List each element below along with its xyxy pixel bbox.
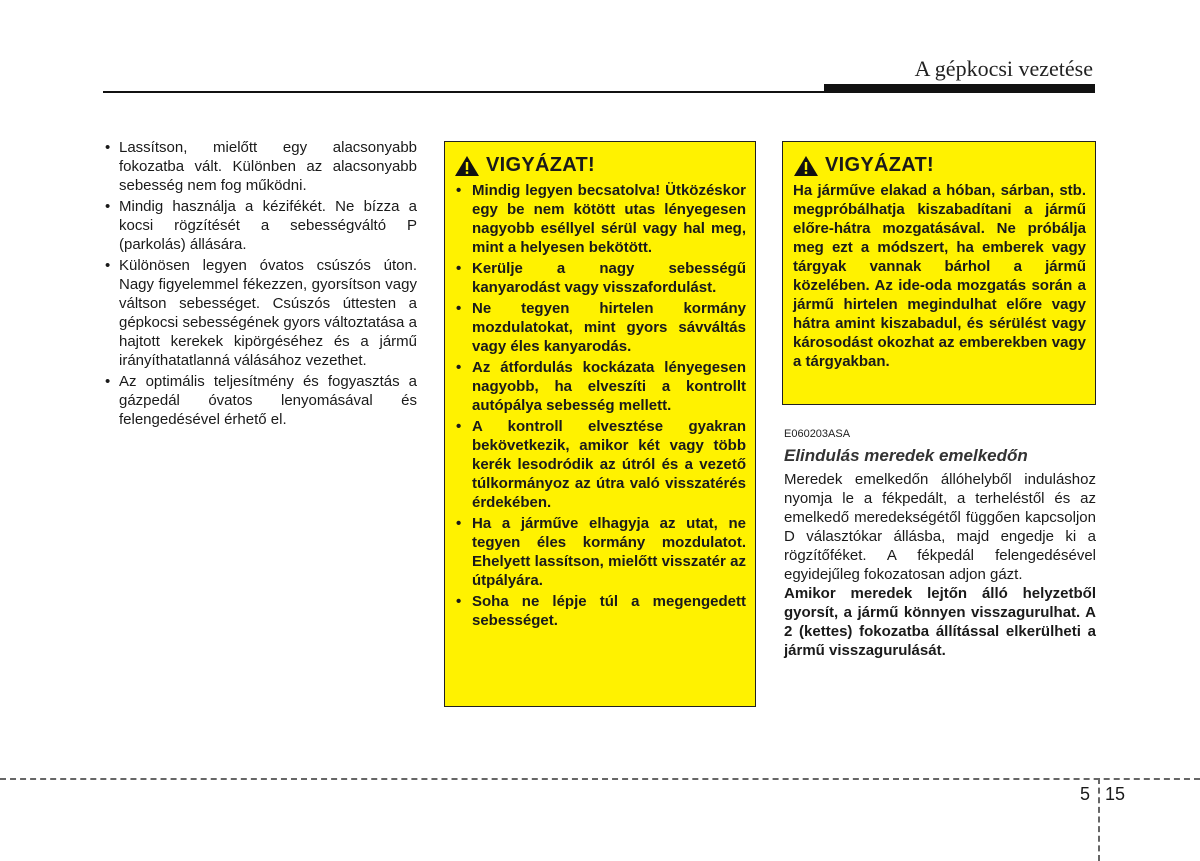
warning-item: • Az átfordulás kockázata lényegesen nagyobb, ha elveszíti a kontrollt autópálya sebesség mellett. — [454, 358, 746, 415]
warning-item: • Ne tegyen hirtelen kormány mozdulatokat, mint gyors sávváltás vagy éles kanyarodás. — [454, 299, 746, 356]
left-column — [103, 138, 417, 431]
header-rule-thick — [824, 84, 1095, 91]
warning-item: • A kontroll elvesztése gyakran bekövetkezik, amikor két vagy több kerék lesodródik az útról és a vezető túlkormányoz az útra való visszatérés érdekében. — [454, 417, 746, 512]
warning-item: • Soha ne lépje túl a megengedett sebességet. — [454, 592, 746, 630]
warning-triangle-icon — [454, 155, 480, 177]
page-number: 15 — [1105, 784, 1126, 804]
warning-item: • Kerülje a nagy sebességű kanyarodást vagy visszafordulást. — [454, 259, 746, 297]
warning-header — [793, 154, 1086, 177]
left-bullet: • Különösen legyen óvatos csúszós úton. Nagy figyelemmel fékezzen, gyorsítson vagy váltson sebességet. Csúszós úttesten a gépkocsi sebességének gyors változtatása a hajtott kerekek kipörgéséhez és a jármű irányíthatatlanná válásához vezethet. — [103, 256, 417, 370]
warning-box-driving — [444, 141, 756, 707]
warning-header — [454, 154, 746, 177]
warning-triangle-icon — [793, 155, 819, 177]
left-bullet-list — [103, 138, 417, 429]
section-bold-paragraph: Amikor meredek lejtőn álló helyzetből gyorsít, a jármű könnyen visszagurulhat. A 2 (kettes) fokozatba állítással elkerülheti a jármű visszagurulását. — [784, 585, 1096, 659]
warning-item: • Mindig legyen becsatolva! Ütközéskor egy be nem kötött utas lényegesen nagyobb eséllyel sérül vagy hal meg, mint a helyesen bekötött. — [454, 181, 746, 257]
section-code: E060203ASA — [784, 428, 851, 440]
warning-list — [454, 181, 746, 630]
hill-start-section — [784, 428, 1096, 660]
header-rule — [103, 91, 1095, 93]
footer-divider — [0, 778, 1200, 780]
warning-box-stuck-vehicle — [782, 141, 1096, 405]
header-title: A gépkocsi vezetése — [914, 56, 1093, 81]
chapter-number: 5 — [1080, 784, 1091, 804]
left-bullet: • Mindig használja a kézifékét. Ne bízza a kocsi rögzítését a sebességváltó P (parkolás) állására. — [103, 197, 417, 254]
warning-title: VIGYÁZAT! — [825, 154, 934, 176]
left-bullet: • Lassítson, mielőtt egy alacsonyabb fokozatba vált. Különben az alacsonyabb sebesség nem fog működni. — [103, 138, 417, 195]
section-paragraph: Meredek emelkedőn állóhelyből induláshoz nyomja le a fékpedált, a terheléstől és az emelkedő meredekségétől függően kapcsoljon D választókar állásba, majd engedje ki a rögzítőféket. A fékpedál felengedésével egyidejűleg fokozatosan adjon gázt. — [784, 471, 1096, 583]
section-title: Elindulás meredek emelkedőn — [784, 446, 1028, 465]
warning-title: VIGYÁZAT! — [486, 154, 595, 176]
warning-item: • Ha a járműve elhagyja az utat, ne tegyen éles kormány mozdulatot. Ehelyett lassítson, mielőtt visszatér az útpályára. — [454, 514, 746, 590]
left-bullet: • Az optimális teljesítmény és fogyasztás a gázpedál óvatos lenyomásával és felengedésével érhető el. — [103, 372, 417, 429]
warning-body: Ha járműve elakad a hóban, sárban, stb. megpróbálhatja kiszabadítani a jármű előre-hátra mozgatásával. Ne próbálja meg ezt a módszert, ha emberek vagy tárgyak vannak bárhol a jármű közelében. Az ide-oda mozgatás során a jármű hirtelen megindulhat előre vagy hátra amint kiszabadul, és sérülést vagy károsodást okozhat az emberekben vagy a tárgyakban. — [793, 182, 1086, 370]
footer-vertical-divider — [1098, 778, 1100, 861]
